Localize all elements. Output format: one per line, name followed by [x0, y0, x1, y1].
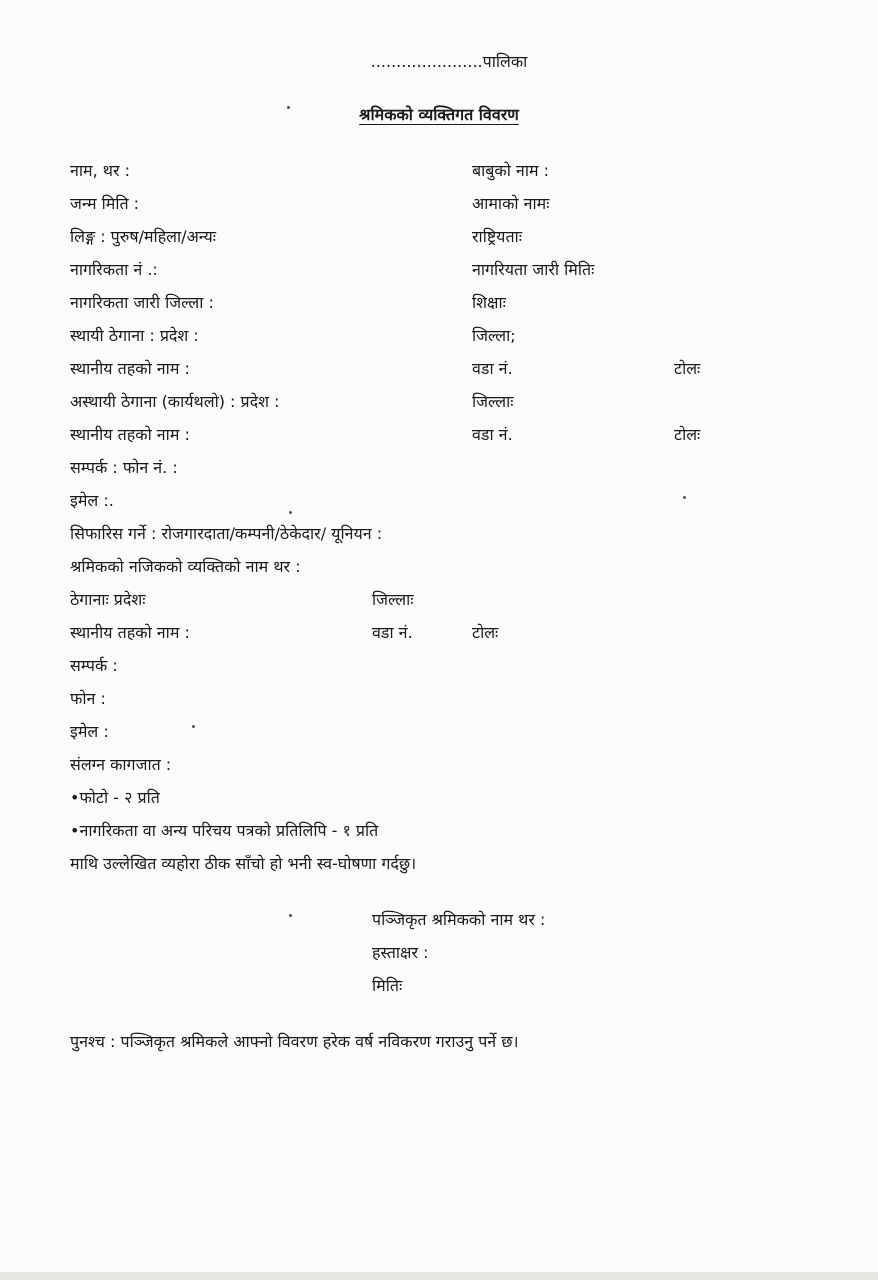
label-kin-tole: टोलः [472, 623, 499, 642]
label-mother-name: आमाको नामः [472, 194, 550, 213]
label-kin-ward: वडा नं. [372, 623, 413, 642]
scan-speck [287, 106, 290, 109]
label-next-of-kin: श्रमिकको नजिकको व्यक्तिको नाम थर : [70, 557, 301, 576]
label-kin-address: ठेगानाः प्रदेशः [70, 590, 146, 609]
label-perm-district: जिल्ला; [472, 326, 516, 345]
label-temp-district: जिल्लाः [472, 392, 514, 411]
label-temp-local: स्थानीय तहको नाम : [70, 425, 190, 444]
label-nationality: राष्ट्रियताः [472, 227, 522, 246]
municipality-line: ......................पालिका [370, 52, 528, 71]
label-kin-district: जिल्लाः [372, 590, 414, 609]
label-gender: लिङ्ग : पुरुष/महिला/अन्यः [70, 227, 217, 246]
scan-speck [289, 914, 292, 917]
page-title: श्रमिकको व्यक्तिगत विवरण [359, 105, 519, 124]
attachment-item-citizenship: •नागरिकता वा अन्य परिचय पत्रको प्रतिलिपि - १ प्रति [70, 821, 379, 840]
label-kin-local: स्थानीय तहको नाम : [70, 623, 190, 642]
label-email: इमेल :. [70, 491, 114, 510]
label-name: नाम, थर : [70, 161, 131, 180]
signature-name-label: पञ्जिकृत श्रमिकको नाम थर : [372, 910, 546, 929]
label-citizenship-district: नागरिकता जारी जिल्ला : [70, 293, 214, 312]
label-kin-contact: सम्पर्क : [70, 656, 118, 675]
label-temp-ward: वडा नं. [472, 425, 513, 444]
signature-sign-label: हस्ताक्षर : [372, 943, 429, 962]
postscript-note: पुनश्च : पञ्जिकृत श्रमिकले आफ्नो विवरण हरेक वर्ष नविकरण गराउनु पर्ने छ। [70, 1032, 519, 1051]
attachments-heading: संलग्न कागजात : [70, 755, 172, 774]
attachment-item-photo: •फोटो - २ प्रति [70, 788, 160, 807]
label-temp-address: अस्थायी ठेगाना (कार्यथलो) : प्रदेश : [70, 392, 280, 411]
scan-speck [192, 725, 195, 728]
scan-speck [683, 496, 686, 499]
signature-date-label: मितिः [372, 976, 403, 995]
label-perm-local: स्थानीय तहको नाम : [70, 359, 190, 378]
label-perm-tole: टोलः [674, 359, 701, 378]
label-dob: जन्म मिति : [70, 194, 140, 213]
label-citizenship-date: नागरियता जारी मितिः [472, 260, 595, 279]
scan-speck [289, 511, 292, 514]
label-temp-tole: टोलः [674, 425, 701, 444]
declaration-text: माथि उल्लेखित व्यहोरा ठीक साँचो हो भनी स्व-घोषणा गर्दछु। [70, 854, 417, 873]
scan-bottom-edge [0, 1272, 878, 1280]
label-perm-ward: वडा नं. [472, 359, 513, 378]
label-recommender: सिफारिस गर्ने : रोजगारदाता/कम्पनी/ठेकेदार/ यूनियन : [70, 524, 383, 543]
label-education: शिक्षाः [472, 293, 506, 312]
label-perm-address: स्थायी ठेगाना : प्रदेश : [70, 326, 199, 345]
label-citizenship-no: नागरिकता नं .: [70, 260, 158, 279]
label-contact-phone: सम्पर्क : फोन नं. : [70, 458, 178, 477]
label-father-name: बाबुको नाम : [472, 161, 550, 180]
label-kin-email: इमेल : [70, 722, 109, 741]
label-kin-phone: फोन : [70, 689, 106, 708]
